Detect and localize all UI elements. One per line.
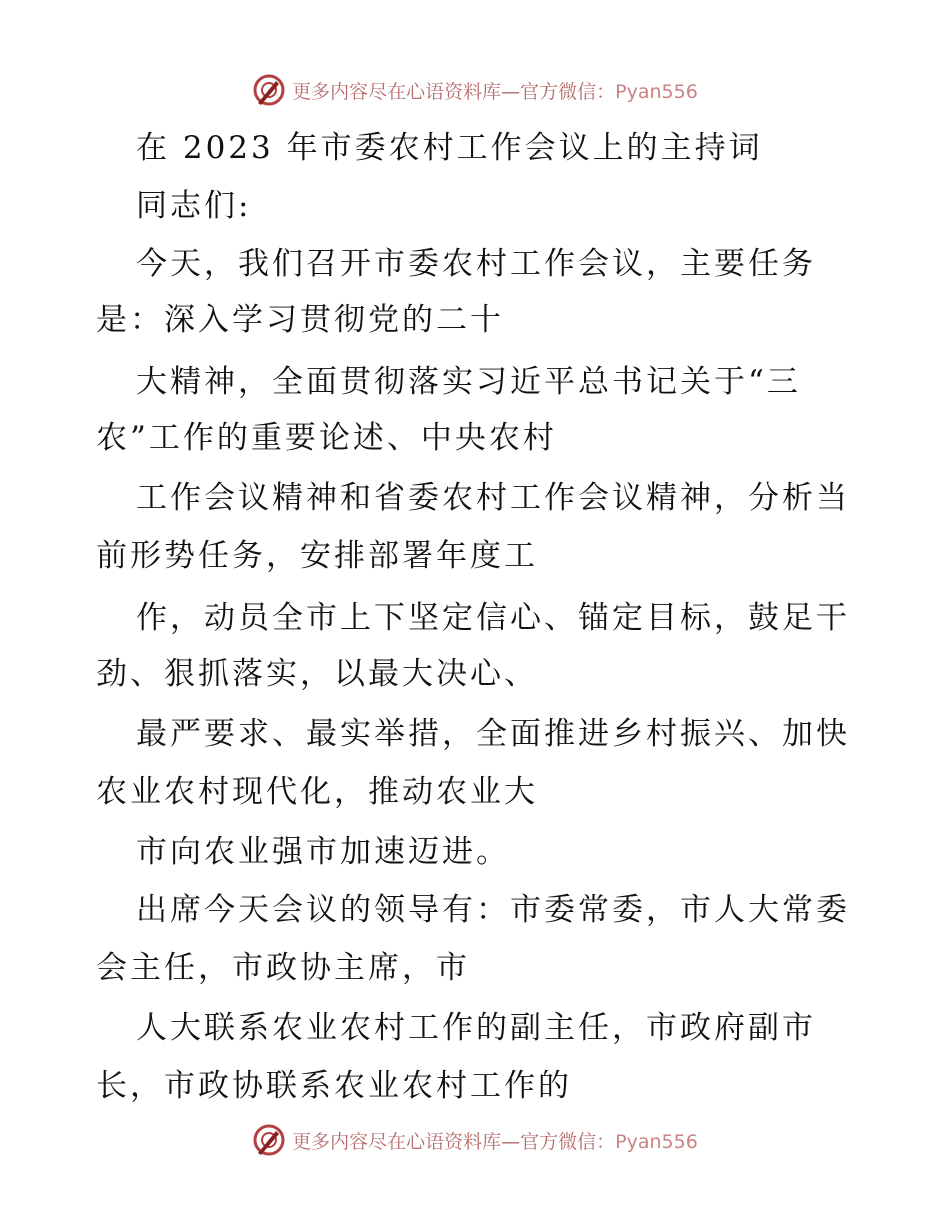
text-line: 会主任，市政协主席，市 [96,950,470,986]
text-line: 人大联系农业农村工作的副主任，市政府副市 [136,1010,816,1046]
text-line: 农”工作的重要论述、中央农村 [96,420,557,456]
document-title: 在 2023 年市委农村工作会议上的主持词 [136,130,763,166]
text-line: 市向农业强市加速迈进。 [136,834,510,870]
text-line: 出席今天会议的领导有：市委常委，市人大常委 [136,892,850,928]
brush-logo-icon [252,73,286,107]
watermark-text: 更多内容尽在心语资料库—官方微信：Pyan556 [292,1130,698,1153]
header-watermark [0,70,950,110]
text-line: 是：深入学习贯彻党的二十 [96,302,504,338]
brush-logo-icon [252,1123,286,1157]
footer-watermark [0,1120,950,1160]
watermark-text: 更多内容尽在心语资料库—官方微信：Pyan556 [292,80,698,103]
text-line: 劲、狠抓落实，以最大决心、 [96,656,538,692]
text-line: 作，动员全市上下坚定信心、锚定目标，鼓足干 [136,600,850,636]
salutation: 同志们: [136,188,252,224]
text-line: 大精神，全面贯彻落实习近平总书记关于“三 [136,364,801,400]
text-line: 长，市政协联系农业农村工作的 [96,1068,572,1104]
text-line: 农业农村现代化，推动农业大 [96,774,538,810]
text-line: 工作会议精神和省委农村工作会议精神，分析当 [136,480,850,516]
text-line: 今天，我们召开市委农村工作会议，主要任务 [136,246,816,282]
text-line: 最严要求、最实举措，全面推进乡村振兴、加快 [136,716,850,752]
text-line: 前形势任务，安排部署年度工 [96,538,538,574]
